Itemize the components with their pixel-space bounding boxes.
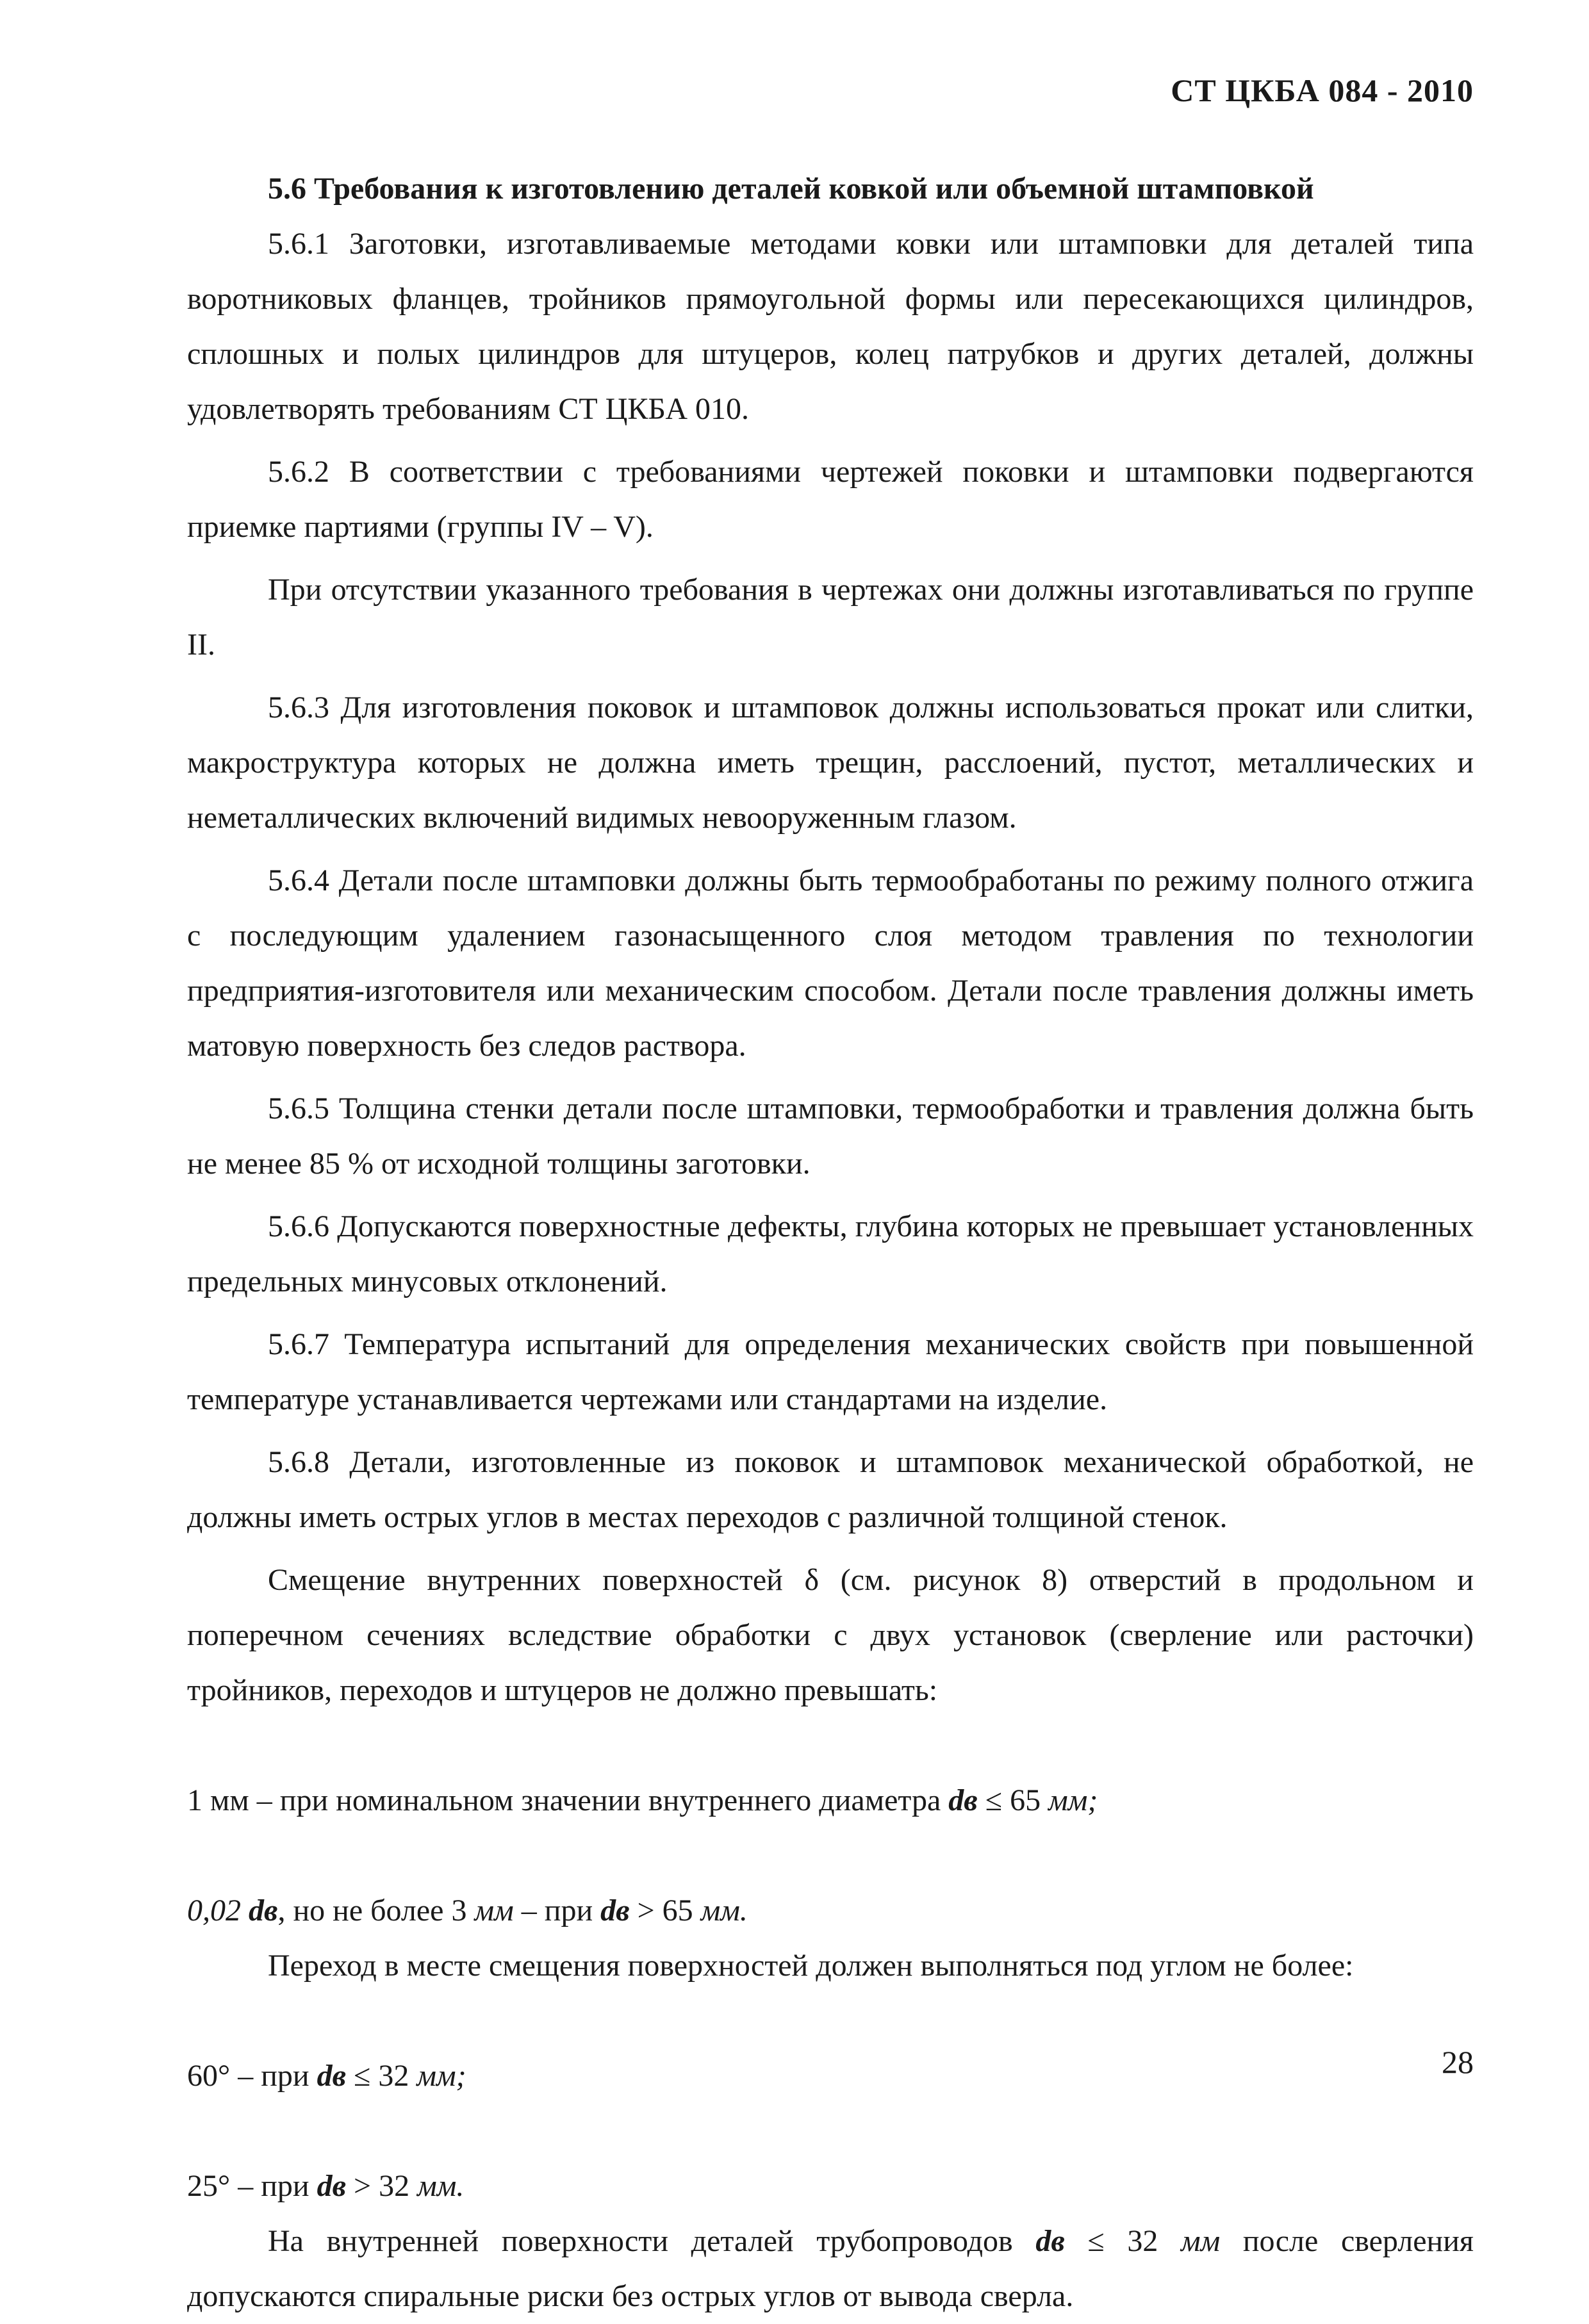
offset-rule-2-unit: мм bbox=[474, 1894, 514, 1927]
paragraph-5-6-5: 5.6.5 Толщина стенки детали после штамповки, термообработки и травления должна быть не менее 85 % от исходной толщины заготовки. bbox=[187, 1092, 1474, 1181]
angle-rule-2-unit: мм. bbox=[417, 2169, 465, 2203]
final-unit: мм bbox=[1180, 2224, 1221, 2258]
inner-diameter-symbol: dв bbox=[600, 1894, 630, 1927]
angle-intro: Переход в месте смещения поверхностей должен выполняться под углом не более: bbox=[268, 1949, 1354, 1983]
angle-rule-1-unit: мм; bbox=[416, 2059, 466, 2093]
final-text-1: На внутренней поверхности деталей трубопроводов bbox=[268, 2224, 1036, 2258]
section-content bbox=[187, 161, 1474, 2324]
paragraph-5-6-8: 5.6.8 Детали, изготовленные из поковок и штамповок механической обработкой, не должны иметь острых углов в местах переходов с различной толщиной стенок. bbox=[187, 1445, 1474, 1534]
paragraph-5-6-2: 5.6.2 В соответствии с требованиями чертежей поковки и штамповки подвергаются приемке партиями (группы IV – V). bbox=[187, 455, 1474, 544]
paragraph-5-6-3: 5.6.3 Для изготовления поковок и штамповок должны использоваться прокат или слитки, макроструктура которых не должна иметь трещин, расслоений, пустот, металлических и неметаллических включений видимых невооруженным глазом. bbox=[187, 691, 1474, 835]
final-condition: ≤ 32 bbox=[1064, 2224, 1181, 2258]
offset-rule-2 bbox=[187, 1828, 1474, 1938]
paragraph-group-ii: При отсутствии указанного требования в чертежах они должны изготавливаться по группе II. bbox=[187, 573, 1474, 662]
offset-rule-2-unit-2: мм. bbox=[700, 1894, 748, 1927]
angle-rule-1-condition: ≤ 32 bbox=[346, 2059, 417, 2093]
inner-diameter-symbol: dв bbox=[317, 2169, 347, 2203]
angle-rule-2-condition: > 32 bbox=[346, 2169, 418, 2203]
offset-rule-1 bbox=[187, 1718, 1474, 1828]
page-number: 28 bbox=[1442, 2044, 1474, 2080]
paragraph-5-6-6: 5.6.6 Допускаются поверхностные дефекты, глубина которых не превышает установленных предельных минусовых отклонений. bbox=[187, 1209, 1474, 1298]
offset-rule-2-condition: > 65 bbox=[629, 1894, 701, 1927]
inner-diameter-symbol: dв bbox=[1035, 2224, 1065, 2258]
angle-rule-2 bbox=[187, 2104, 1474, 2214]
offset-rule-2-coefficient: 0,02 bbox=[187, 1894, 249, 1927]
paragraph-5-6-1: 5.6.1 Заготовки, изготавливаемые методами ковки или штамповки для деталей типа воротниковых фланцев, тройников прямоугольной формы или пересекающихся цилиндров, сплошных и полых цилиндров для штуцеров, колец патрубков и других деталей, должны удовлетворять требованиям СТ ЦКБА 010. bbox=[187, 227, 1474, 426]
inner-diameter-symbol: dв bbox=[317, 2059, 347, 2093]
offset-rule-1-unit: мм; bbox=[1048, 1783, 1098, 1817]
paragraph-offset: Смещение внутренних поверхностей δ (см. рисунок 8) отверстий в продольном и поперечном сечениях вследствие обработки с двух установок (сверление или расточки) тройников, переходов и штуцеров не должно превышать: bbox=[187, 1563, 1474, 1707]
angle-rule-2-text: 25° – при bbox=[187, 2169, 317, 2203]
paragraph-5-6-4: 5.6.4 Детали после штамповки должны быть термообработаны по режиму полного отжига с последующим удалением газонасыщенного слоя методом травления по технологии предприятия-изготовителя или механическим способом. Детали после травления должны иметь матовую поверхность без следов раствора. bbox=[187, 863, 1474, 1063]
section-title: 5.6 Требования к изготовлению деталей ковкой или объемной штамповкой bbox=[268, 172, 1314, 206]
paragraph-5-6-7: 5.6.7 Температура испытаний для определения механических свойств при повышенной температуре устанавливается чертежами или стандартами на изделие. bbox=[187, 1327, 1474, 1416]
offset-rule-2-mid: – при bbox=[513, 1894, 601, 1927]
offset-rule-1-condition: ≤ 65 bbox=[977, 1783, 1049, 1817]
angle-rule-1 bbox=[187, 1993, 1474, 2104]
inner-diameter-symbol: dв bbox=[249, 1894, 278, 1927]
angle-rule-1-text: 60° – при bbox=[187, 2059, 317, 2093]
inner-diameter-symbol: dв bbox=[948, 1783, 978, 1817]
offset-rule-1-text: 1 мм – при номинальном значении внутреннего диаметра bbox=[187, 1783, 949, 1817]
paragraph-spiral-marks bbox=[187, 2214, 1474, 2324]
document-code: СТ ЦКБА 084 - 2010 bbox=[1171, 72, 1474, 108]
final-text-2: после сверления допускаются спиральные риски без острых углов от вывода сверла. bbox=[187, 2224, 1474, 2313]
offset-rule-2-text: , но не более 3 bbox=[277, 1894, 475, 1927]
